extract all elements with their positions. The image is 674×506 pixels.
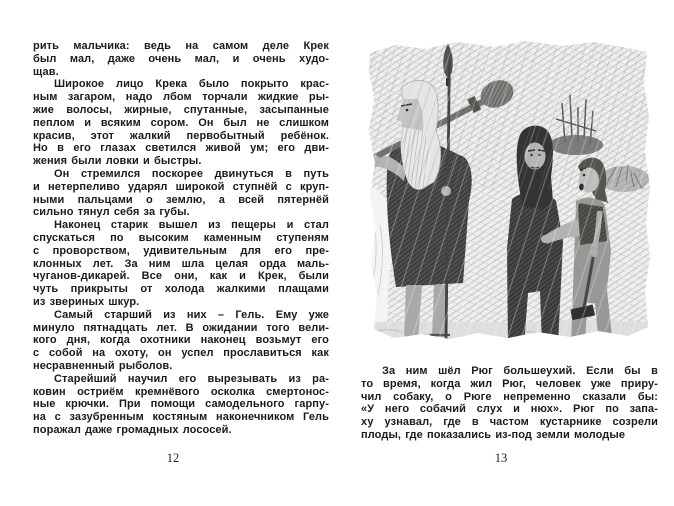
- page-number-left: 12: [166, 451, 180, 465]
- text-line: Наконец старик вышел из пещеры и стал: [54, 219, 329, 232]
- text-line: жие волосы, жирные, спутанные, засыпанные: [33, 103, 329, 116]
- text-line: клонных лет. За ним шла целая орда маль-: [33, 257, 329, 270]
- text-line: красив, этот жалкий первобытный ребёнок.: [33, 129, 329, 142]
- text-line: с проворством, удивительным для его пре-: [33, 244, 329, 257]
- text-line: Он стремился поскорее двинуться в путь: [54, 167, 329, 180]
- text-line: жения были ловки и быстры.: [33, 155, 202, 168]
- text-line: спускаться по высоким каменным ступеням: [33, 231, 329, 244]
- right-page-text-column: [361, 365, 658, 442]
- text-line: и нетерпеливо ударял широкой ступнёй с круп-: [33, 180, 329, 193]
- cavemen-in-rain-illustration: [366, 38, 652, 350]
- text-line: был мал, даже очень мал, и очень худо-: [33, 52, 329, 65]
- text-line: ковин остриём кремнёвого осколка смертонос-: [33, 385, 329, 398]
- text-line: За ним шёл Рюг большеухий. Если бы в: [382, 365, 658, 377]
- text-line: несравненный рыболов.: [33, 359, 173, 372]
- text-line: Самый старший из них – Гель. Ему уже: [54, 308, 329, 321]
- text-line: щав.: [33, 65, 59, 78]
- text-line: чуть прикрыты от холода жалкими плащами: [33, 283, 329, 296]
- page-number-right: 13: [494, 451, 508, 465]
- text-line: Широкое лицо Крека было покрыто крас-: [54, 78, 329, 91]
- text-line: ху узнавал, где в частом кустарнике созрели: [361, 416, 658, 429]
- text-line: ные крючки. При помощи самодельного гарпу-: [33, 398, 329, 411]
- text-line: минуло пятнадцать лет. В ожидании того вели-: [33, 321, 329, 334]
- text-line: ными пальцами о землю, а всей пятернёй: [33, 193, 329, 206]
- text-line: чил собаку, о Рюге непременно сказали бы:: [361, 390, 658, 403]
- text-line: Старейший научил его вырезывать из ра-: [54, 372, 329, 385]
- text-line: ным загаром, надо лбом торчали жидкие ры-: [33, 91, 329, 104]
- rain-streaks: [366, 39, 652, 349]
- text-line: из звериных шкур.: [33, 295, 140, 308]
- text-line: кого дня, когда охотники наконец возьмут его: [33, 334, 329, 347]
- text-line: с собой на охоту, он успел прославиться как: [33, 347, 329, 360]
- text-line: пеплом и всяким сором. Он был не слишком: [33, 116, 329, 129]
- left-page-text-column: [33, 40, 329, 437]
- illustration-svg: [366, 38, 652, 350]
- text-line: на с зазубренным костяным наконечником Гель: [33, 411, 329, 424]
- text-line: Но в его глазах светился живой ум; его дви-: [33, 142, 329, 155]
- text-line: сильно тянул себя за губы.: [33, 206, 190, 219]
- text-line: поражал даже громадных лососей.: [33, 423, 232, 436]
- text-line: то время, когда жил Рюг, человек уже приру-: [361, 377, 658, 390]
- text-line: плоды, где показались из-под земли молодые: [361, 428, 626, 441]
- text-line: чуганов-дикарей. Все они, как и Крек, были: [33, 270, 329, 283]
- text-line: «У него собачий слух и нюх». Рюг по запа-: [361, 403, 658, 416]
- text-line: рить мальчика: ведь на самом деле Крек: [33, 40, 329, 52]
